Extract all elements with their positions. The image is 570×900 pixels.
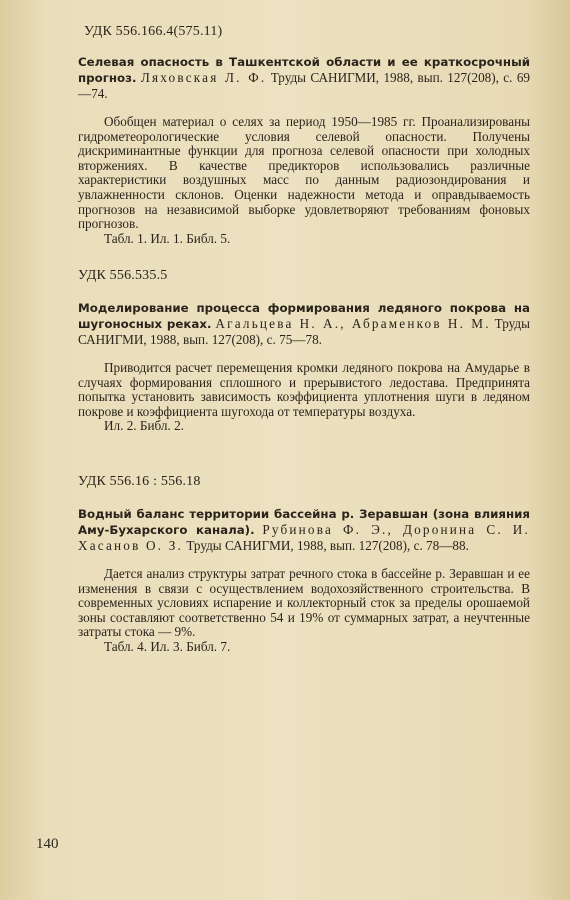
title-text: Моделирование процесса формирования ледяного покрова на шугоносных реках. [78,301,530,331]
abstract-text: Приводится расчет перемещения кромки ледяного покрова на Амударье в случаях формирования сплошного и прерывистого ледостава. Предпринята попытка установить зависимость коэффициента уплотнения шуги в ледяном покрове и коэффициента шугохода от температуры воздуха. [78,360,530,419]
title-text: Водный баланс территории бассейна р. Зеравшан (зона влияния Аму-Бухарского канала). [78,507,530,537]
abstract-entry-2 [78,268,530,434]
source: Труды САНИГМИ, 1988, вып. 127(208), с. 75—78. [78,316,530,347]
source: Труды САНИГМИ, 1988, вып. 127(208), с. 69—74. [78,70,531,101]
authors: Рубинова Ф. Э., Доронина С. И. Хасанов О. З. [78,522,531,553]
udc-code: УДК 556.535.5 [78,268,168,283]
authors: Ляховская Л. Ф. [140,70,267,85]
abstract-entry-1 [78,24,530,246]
references: Табл. 4. Ил. 3. Библ. 7. [104,638,231,654]
abstract-text: Обобщен материал о селях за период 1950—1985 гг. Проанализированы гидрометеорологические условия селевой опасности. Получены дискриминантные функции для прогноза селевой опасности при холодных вторжениях. В качестве предикторов использовались различные характеристики воздушных масс по данным радиозондирования и увлажненности склонов. Оценки надежности метода и оправдываемость прогнозов на независимой выборке удовлетворяют требованиям фоновых прогнозов. [78,114,530,232]
entry-title [78,300,530,347]
entry-title [78,506,530,553]
abstract-text: Дается анализ структуры затрат речного стока в бассейне р. Зеравшан и ее изменения в связи с осуществлением водохозяйственного строительства. В современных условиях испарение и коллекторный сток за пределы орошаемой зоны составляют соответственно 54 и 19% от суммарных затрат, а неучтенные затраты стока — 9%. [78,566,530,640]
references: Ил. 2. Библ. 2. [104,418,184,434]
udc-code: УДК 556.16 : 556.18 [78,474,201,489]
udc-code: УДК 556.166.4(575.11) [84,24,223,39]
authors: Агальцева Н. А., Абраменков Н. М. [215,316,491,331]
title-text: Селевая опасность в Ташкентской области и ее краткосрочный прогноз. [78,55,530,85]
source: Труды САНИГМИ, 1988, вып. 127(208), с. 78—88. [183,538,469,553]
references: Табл. 1. Ил. 1. Библ. 5. [104,230,231,246]
entry-title [78,54,530,101]
page-number: 140 [36,836,59,852]
abstract-entry-3 [78,474,530,655]
